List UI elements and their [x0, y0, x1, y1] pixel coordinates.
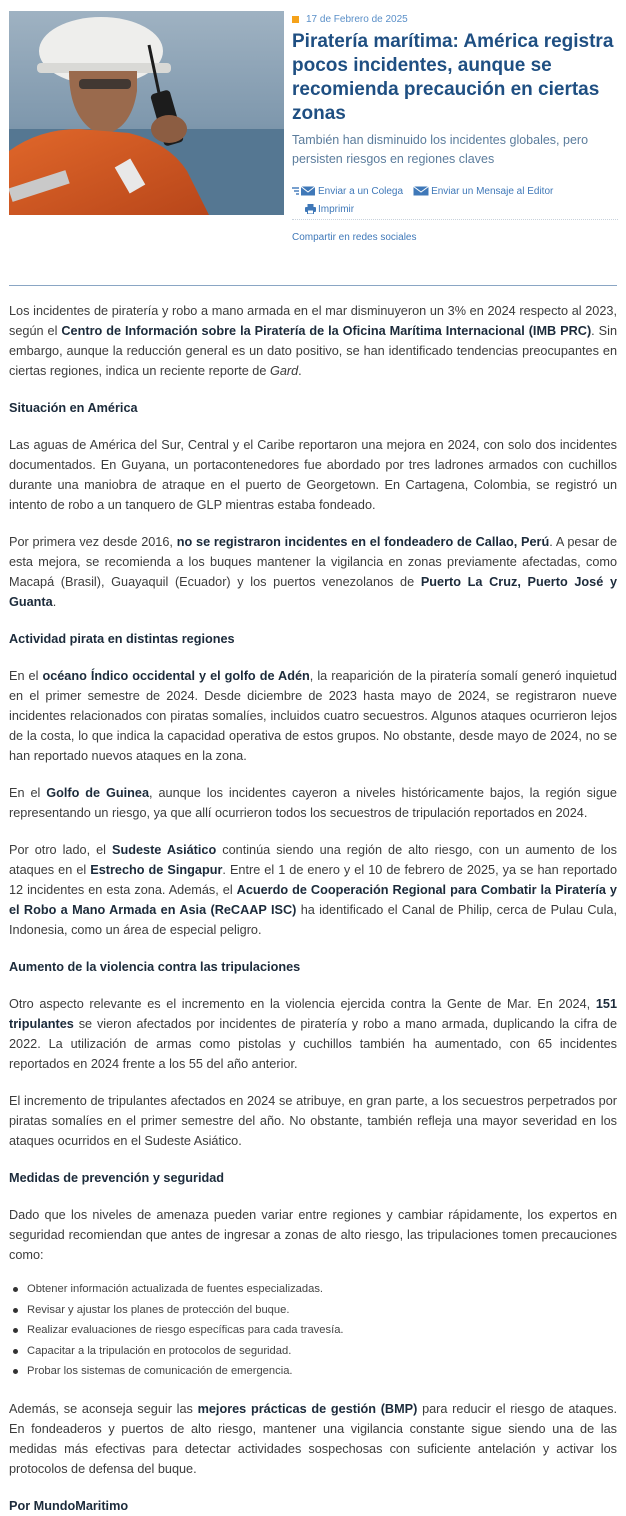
paragraph-6	[9, 840, 617, 940]
action-row-print	[292, 201, 618, 217]
list-item: Revisar y ajustar los planes de protección del buque.	[27, 1300, 617, 1321]
date-row	[292, 12, 622, 26]
text: En el	[9, 669, 43, 683]
paragraph-8: El incremento de tripulantes afectados en 2024 se atribuye, en gran parte, a los secuestros perpetrados por piratas somalíes en el primer semestre del año. No obstante, también refleja una mayor severidad en los ataques ocurridos en el Sudeste Asiático.	[9, 1094, 617, 1148]
section-heading-america: Situación en América	[9, 401, 138, 415]
paragraph-2: Las aguas de América del Sur, Central y el Caribe reportaron una mejora en 2024, con solo dos incidentes documentados. En Guyana, un portacontenedores fue abordado por tres ladrones armados con cuchillos durante una maniobra de atraque en el puerto de Georgetown. En Cartagena, Colombia, se registró un intento de robo a un tanquero de GLP mientras estaba fondeado.	[9, 438, 617, 512]
action-row	[292, 183, 618, 199]
paragraph-5	[9, 783, 617, 823]
article-body	[9, 301, 617, 1516]
section-heading-violence: Aumento de la violencia contra las tripulaciones	[9, 960, 301, 974]
header-divider	[9, 285, 617, 286]
date-marker-icon	[292, 16, 299, 23]
text: , la reaparición de la piratería somalí generó inquietud en el primer semestre de 2024. Desde diciembre de 2023 hasta mayo de 2024, se registraron nueve incidentes relacionados con piratas somalíes, incluidos cuatro secuestros. Algunos ataques ocurrieron lejos de la costa, lo que indica la capacidad operativa de estos grupos. No obstante, desde mayo de 2024, no se han reportado nuevos ataques en la zona.	[9, 669, 617, 763]
text: para reducir el riesgo de ataques. En fondeaderos y puertos de alto riesgo, mantener una vigilancia constante sigue siendo una de las medidas más efectivas para detectar actividades sospechosas con suficiente antelación y activar los protocolos de defensa del buque.	[9, 1401, 618, 1476]
paragraph-9: Dado que los niveles de amenaza pueden variar entre regiones y cambiar rápidamente, los expertos en seguridad recomiendan que antes de ingresar a zonas de alto riesgo, las tripulaciones tomen precauciones como:	[9, 1208, 617, 1262]
text: continúa siendo una región de alto riesgo, con un aumento de los ataques en el	[9, 843, 617, 877]
text: Los incidentes de piratería y robo a mano armada en el mar disminuyeron un 3% en 2024 respecto al 2023, según el	[9, 304, 617, 338]
send-to-colleague-link[interactable]	[292, 186, 403, 197]
precautions-list	[27, 1279, 617, 1382]
text: Por otro lado, el	[9, 843, 112, 857]
text: Por primera vez desde 2016,	[9, 535, 177, 549]
printer-icon	[305, 204, 316, 214]
photo-sailor-with-radio-icon	[9, 11, 284, 215]
article-byline: Por MundoMaritimo	[9, 1498, 129, 1513]
text: Además, se aconseja seguir las	[9, 1401, 198, 1416]
bold-text: Golfo de Guinea	[46, 786, 150, 800]
text: ha identificado el Canal de Philip, cerca de Pulau Cula, Indonesia, como un área de especial peligro.	[9, 903, 618, 937]
text: Otro aspecto relevante es el incremento en la violencia ejercida contra la Gente de Mar. En 2024,	[9, 997, 596, 1011]
paragraph-10	[9, 1399, 617, 1479]
article-actions	[292, 183, 618, 220]
article-meta	[292, 12, 622, 243]
print-link[interactable]	[305, 204, 354, 215]
list-item: Obtener información actualizada de fuentes especializadas.	[27, 1279, 617, 1300]
italic-text: Gard	[269, 364, 299, 378]
send-to-editor-link[interactable]	[413, 186, 553, 197]
paragraph-3	[9, 532, 617, 612]
section-heading-prevention: Medidas de prevención y seguridad	[9, 1171, 225, 1185]
bold-text: Estrecho de Singapur	[90, 863, 223, 877]
forward-mail-icon	[292, 186, 316, 196]
paragraph-7	[9, 994, 617, 1074]
article-header	[0, 0, 626, 262]
share-social-link[interactable]: Compartir en redes sociales	[292, 232, 417, 243]
paragraph-4	[9, 666, 617, 766]
text: .	[298, 364, 302, 378]
article-hero-image	[9, 11, 284, 215]
article-subtitle: También han disminuido los incidentes globales, pero persisten riesgos en regiones claves	[292, 133, 589, 166]
bold-text: Sudeste Asiático	[112, 843, 217, 857]
text: . A pesar de esta mejora, se recomienda a los buques mantener la vigilancia en zonas previamente afectadas, como Macapá (Brasil), Guayaquil (Ecuador) y los puertos venezolanos de	[9, 535, 618, 589]
bold-text: mejores prácticas de gestión (BMP)	[197, 1401, 418, 1416]
text: En el	[9, 786, 47, 800]
print-label: Imprimir	[318, 203, 355, 215]
bold-text: 151 tripulantes	[9, 997, 617, 1031]
list-item: Capacitar a la tripulación en protocolos de seguridad.	[27, 1341, 617, 1362]
bold-text: Acuerdo de Cooperación Regional para Combatir la Piratería y el Robo a Mano Armada en Asia (ReCAAP ISC)	[9, 883, 617, 917]
text: . Entre el 1 de enero y el 10 de febrero de 2025, ya se han reportado 12 incidentes en esta zona. Además, el	[9, 863, 618, 897]
paragraph-1	[9, 301, 617, 381]
mail-icon	[413, 186, 429, 196]
text: se vieron afectados por incidentes de piratería y robo a mano armada, duplicando la cifra de 2022. La utilización de armas como pistolas y cuchillos también ha aumentado, con 65 incidentes reportados en 2024 frente a los 55 del año anterior.	[9, 1017, 617, 1071]
list-item: Realizar evaluaciones de riesgo específicas para cada travesía.	[27, 1320, 617, 1341]
text: . Sin embargo, aunque la reducción general es un dato positivo, se han identificado tendencias preocupantes en ciertas regiones, indica un reciente reporte de	[9, 324, 617, 378]
send-to-editor-label: Enviar un Mensaje al Editor	[431, 185, 554, 197]
bold-text: Puerto La Cruz, Puerto José y Guanta	[9, 575, 617, 609]
list-item: Probar los sistemas de comunicación de emergencia.	[27, 1361, 617, 1382]
section-heading-regions: Actividad pirata en distintas regiones	[9, 632, 235, 646]
bold-text: Centro de Información sobre la Piratería de la Oficina Marítima Internacional (IMB PRC)	[61, 324, 592, 338]
article-date: 17 de Febrero de 2025	[306, 13, 408, 25]
text: , aunque los incidentes cayeron a niveles históricamente bajos, la región sigue representando un riesgo, ya que allí ocurrieron todos los secuestros de tripulación reportados en 2024.	[9, 786, 617, 820]
send-to-colleague-label: Enviar a un Colega	[318, 185, 404, 197]
text: .	[52, 595, 57, 609]
bold-text: no se registraron incidentes en el fondeadero de Callao, Perú	[176, 535, 550, 549]
bold-text: océano Índico occidental y el golfo de Adén	[42, 669, 310, 683]
article-title: Piratería marítima: América registra pocos incidentes, aunque se recomienda precaución en ciertas zonas	[292, 31, 614, 124]
